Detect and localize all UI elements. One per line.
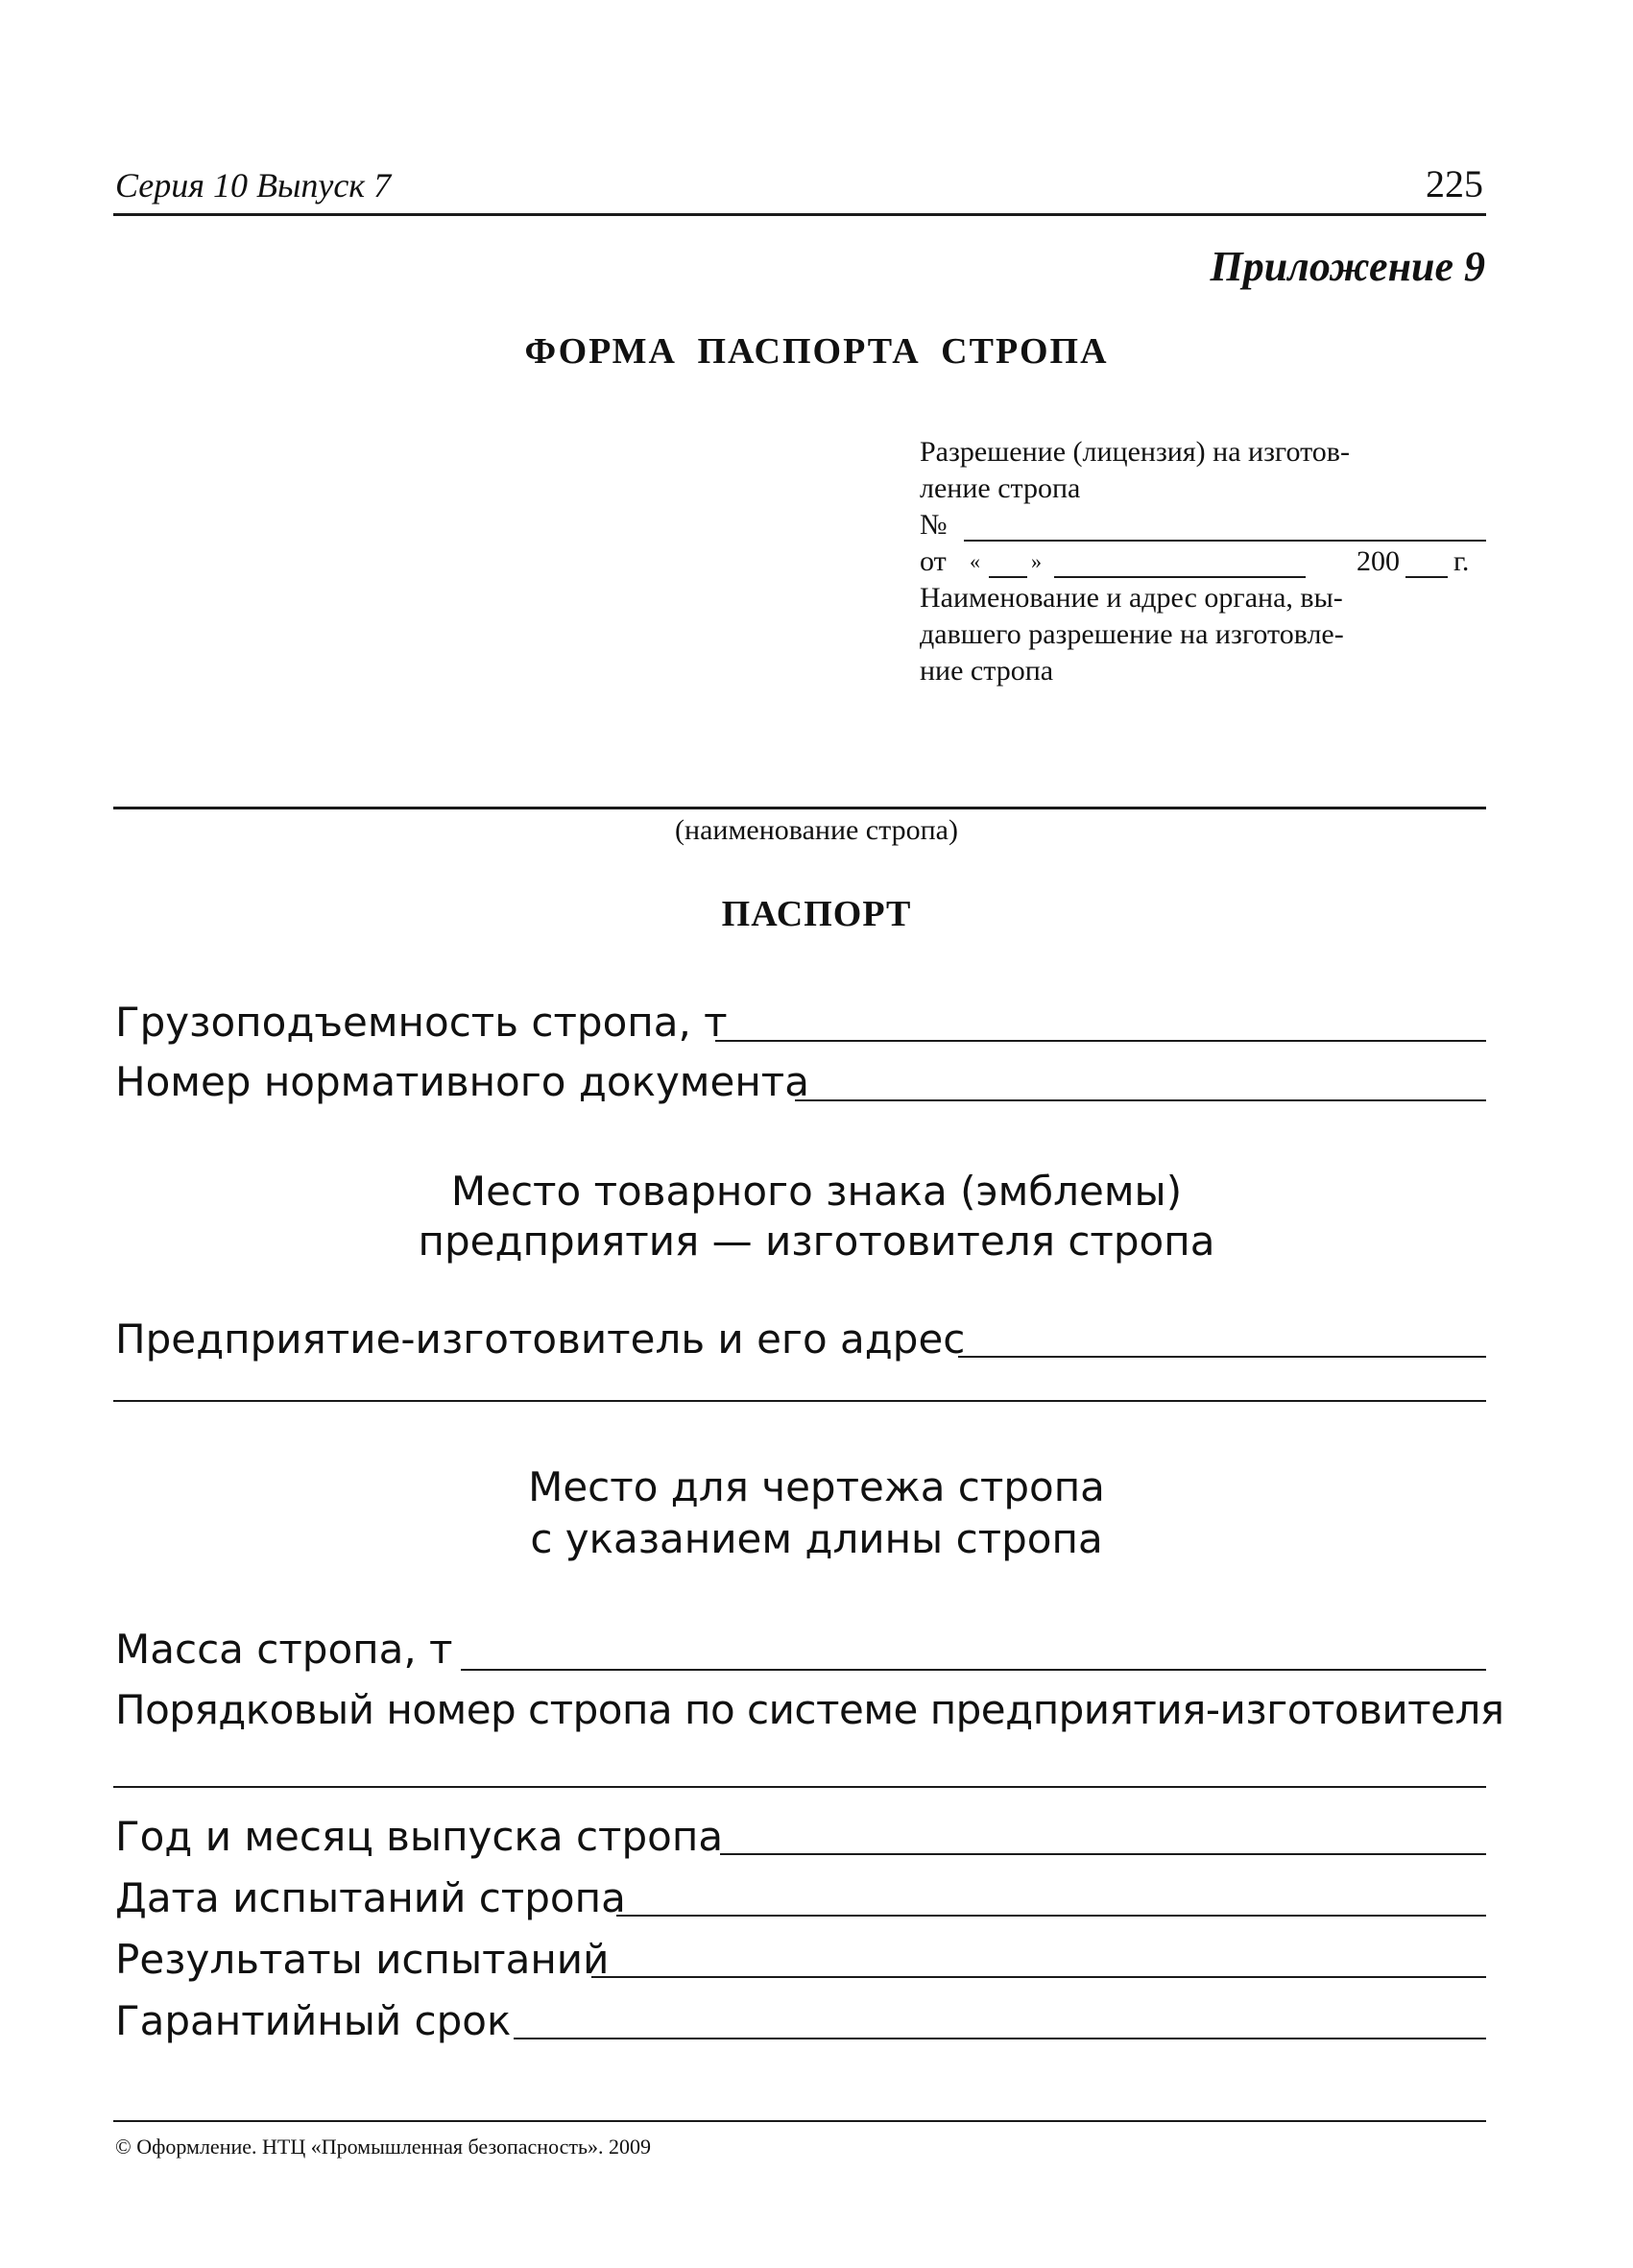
warranty-label: Гарантийный срок [115,1997,512,2044]
serial-label: Порядковый номер стропа по системе предприятия-изготовителя [115,1686,1504,1733]
trademark-line-2: предприятия — изготовителя стропа [418,1218,1215,1265]
license-date-quote-open: « [970,549,980,573]
license-year-blank [1405,576,1448,578]
capacity-blank[interactable] [715,1040,1486,1042]
sling-name-line [113,807,1486,809]
footer-copyright: © Оформление. НТЦ «Промышленная безопасность». 2009 [115,2135,652,2159]
license-line-2: ление стропа [920,472,1081,504]
trademark-line-1: Место товарного знака (эмблемы) [450,1168,1183,1215]
license-issuer-3: ние стропа [920,655,1054,687]
mass-blank[interactable] [461,1669,1486,1671]
warranty-blank[interactable] [514,2038,1486,2039]
appendix-label: Приложение 9 [1210,243,1485,290]
license-month-blank [1054,576,1306,578]
test-date-blank[interactable] [616,1915,1486,1917]
license-issuer-1: Наименование и адрес органа, вы- [920,582,1343,614]
series-label: Серия 10 Выпуск 7 [115,166,392,205]
year-month-label: Год и месяц выпуска стропа [115,1813,724,1860]
license-year-suffix: г. [1453,545,1470,577]
license-date-quote-close: » [1031,549,1042,573]
mass-label: Масса стропа, т [115,1626,453,1673]
license-issuer-2: давшего разрешение на изготовле- [920,618,1344,650]
serial-blank[interactable] [113,1786,1486,1788]
header-rule [113,213,1486,216]
license-day-blank [989,576,1027,578]
drawing-line-2: с указанием длины стропа [530,1515,1103,1562]
license-block [920,434,1486,712]
manufacturer-blank[interactable] [958,1356,1486,1358]
norm-doc-label: Номер нормативного документа [115,1058,809,1105]
license-line-1: Разрешение (лицензия) на изготов- [920,436,1350,468]
footer-rule [113,2120,1486,2122]
norm-doc-blank[interactable] [795,1099,1486,1101]
license-date-year: 200 [1357,545,1400,577]
license-date-from: от [920,545,947,577]
test-date-label: Дата испытаний стропа [115,1874,626,1921]
passport-title: ПАСПОРТ [721,894,912,934]
test-results-label: Результаты испытаний [115,1936,610,1983]
year-month-blank[interactable] [720,1853,1486,1855]
manufacturer-label: Предприятие-изготовитель и его адрес [115,1315,966,1363]
capacity-label: Грузоподъемность стропа, т [115,999,728,1046]
sling-name-caption: (наименование стропа) [675,814,958,846]
license-number-label: № [920,509,948,541]
license-number-blank [964,540,1486,542]
manufacturer-blank-2[interactable] [113,1400,1486,1402]
document-title: ФОРМА ПАСПОРТА СТРОПА [524,331,1109,372]
drawing-line-1: Место для чертежа стропа [528,1463,1105,1510]
test-results-blank[interactable] [591,1976,1486,1978]
page-number: 225 [1426,162,1483,205]
